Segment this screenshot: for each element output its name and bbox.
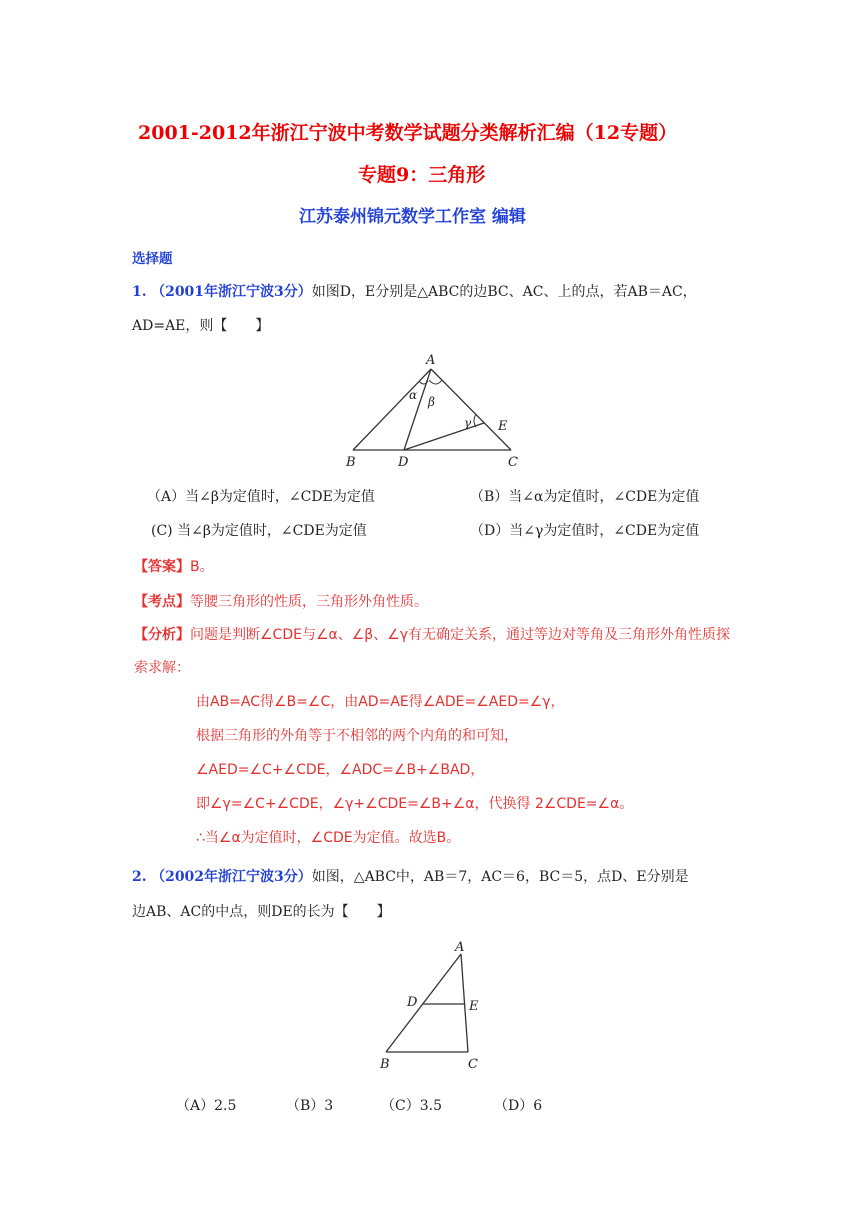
q2-label-d: D <box>407 995 418 1010</box>
q2-stem-text: 如图，△ABC中，AB＝7，AC＝6，BC＝5，点D、E分别是 <box>311 869 689 885</box>
q2-number: 2. <box>132 869 147 885</box>
q2-label-a: A <box>455 940 465 955</box>
q1-option-c: (C) 当∠β为定值时，∠CDE为定值 <box>151 523 367 539</box>
q1-label-c: C <box>508 455 518 470</box>
q1-point-tag: 【考点】 <box>134 594 190 610</box>
q1-beta-arc <box>429 380 442 384</box>
q1-step-3: ∠AED=∠C+∠CDE，∠ADC=∠B+∠BAD， <box>196 762 485 778</box>
q1-analysis-tag: 【分析】 <box>134 627 190 643</box>
q2-source: （2002年浙江宁波3分） <box>151 869 312 885</box>
q2-stem-line1 <box>132 866 689 886</box>
q1-label-b: B <box>346 455 356 470</box>
q1-analysis-line2: 索求解： <box>134 660 190 676</box>
q2-side-ab <box>386 954 461 1052</box>
q2-option-a: （A）2.5 <box>176 1098 237 1114</box>
q1-triangle-figure <box>340 350 540 475</box>
q2-option-c: （C）3.5 <box>381 1098 442 1114</box>
q1-point <box>134 591 428 611</box>
q1-label-gamma: γ <box>464 416 472 430</box>
q2-label-c: C <box>468 1057 478 1072</box>
q1-label-e: E <box>498 419 508 434</box>
q1-segment-de <box>404 423 484 450</box>
q1-option-a: （A）当∠β为定值时，∠CDE为定值 <box>147 489 375 505</box>
q1-step-5: ∴当∠α为定值时，∠CDE为定值。故选B。 <box>196 830 461 846</box>
q2-option-d: （D）6 <box>494 1098 543 1114</box>
q1-analysis <box>134 624 730 644</box>
q1-stem-text: 如图D，E分别是△ABC的边BC、AC、上的点，若AB＝AC， <box>311 284 697 300</box>
document-title: 2001-2012年浙江宁波中考数学试题分类解析汇编（12专题） <box>138 122 678 144</box>
q2-label-b: B <box>380 1057 390 1072</box>
document-subtitle: 专题9：三角形 <box>358 164 486 186</box>
q1-label-d: D <box>398 455 409 470</box>
q2-label-e: E <box>469 999 479 1014</box>
section-heading: 选择题 <box>132 251 173 267</box>
q1-stem-line2: AD=AE，则【 】 <box>132 318 270 334</box>
editor-credit: 江苏泰州锦元数学工作室 编辑 <box>299 207 526 227</box>
q1-source: （2001年浙江宁波3分） <box>151 284 312 300</box>
q1-label-beta: β <box>428 395 435 409</box>
q1-option-d: （D）当∠γ为定值时，∠CDE为定值 <box>470 523 700 539</box>
q1-segment-ad <box>404 369 431 450</box>
q1-point-text: 等腰三角形的性质，三角形外角性质。 <box>190 594 428 610</box>
q1-gamma-arc <box>474 414 476 427</box>
q2-side-ac <box>461 954 468 1052</box>
q1-step-1: 由AB=AC得∠B=∠C，由AD=AE得∠ADE=∠AED=∠γ， <box>196 694 565 710</box>
q1-step-4: 即∠γ=∠C+∠CDE，∠γ+∠CDE=∠B+∠α，代换得 2∠CDE=∠α。 <box>196 796 634 812</box>
q1-answer <box>134 556 214 576</box>
q1-analysis-text: 问题是判断∠CDE与∠α、∠β、∠γ有无确定关系，通过等边对等角及三角形外角性质探 <box>190 627 731 643</box>
q1-option-b: （B）当∠α为定值时，∠CDE为定值 <box>470 489 700 505</box>
q2-triangle-figure <box>372 938 502 1078</box>
q1-step-2: 根据三角形的外角等于不相邻的两个内角的和可知， <box>196 728 518 744</box>
q1-stem-line1 <box>132 281 697 301</box>
q1-answer-text: B。 <box>190 559 214 575</box>
q2-stem-line2: 边AB、AC的中点，则DE的长为【 】 <box>132 904 391 920</box>
q1-label-alpha: α <box>409 388 418 402</box>
q2-option-b: （B）3 <box>286 1098 334 1114</box>
q1-label-a: A <box>426 353 436 368</box>
q1-answer-tag: 【答案】 <box>134 559 190 575</box>
q1-number: 1. <box>132 284 147 300</box>
q1-side-ac <box>431 369 511 450</box>
